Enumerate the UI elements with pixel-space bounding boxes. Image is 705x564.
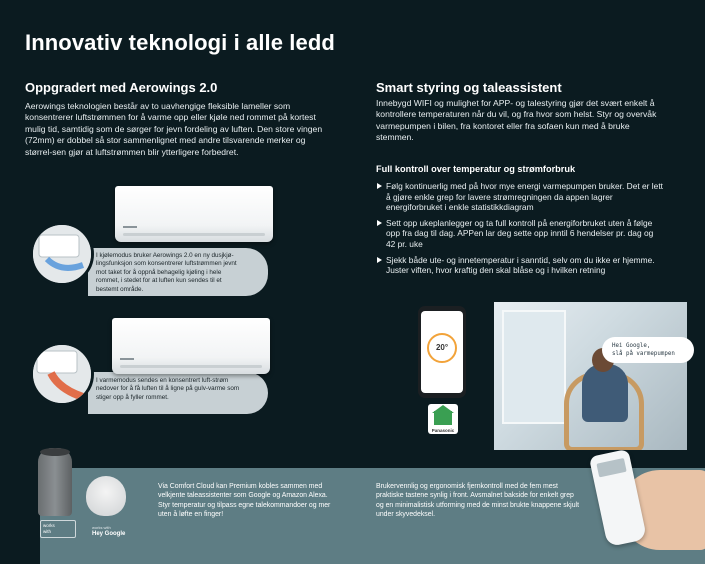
bullet-arrow-icon: [377, 183, 382, 189]
works-with-alexa-badge: works with: [40, 520, 76, 538]
feature-list: [376, 181, 664, 281]
heating-airflow-image: [30, 342, 94, 406]
heating-mode-text: I varmemodus sendes en konsentrert luft-strøm nedover for å få luften til å ligne på gulv-varme som stiger opp å fyller rommet.: [96, 377, 240, 401]
woman-in-chair-photo: [494, 302, 687, 450]
speech-bubble: Hei Google, slå på varmepumpen: [602, 337, 694, 363]
page-title: Innovativ teknologi i alle ledd: [25, 30, 335, 55]
panasonic-app-icon: [428, 404, 458, 434]
band-edge: [0, 468, 40, 564]
bullet-arrow-icon: [377, 257, 382, 263]
list-item: Sjekk både ute- og innetemperatur i sanntid, selv om du ikke er hjemme. Juster viften, hvor kraftig den skal blåse og i hvilken retning: [376, 255, 664, 276]
google-nest-mini-image: [86, 476, 126, 516]
ac-unit-image: [115, 186, 273, 242]
smart-control-paragraph: Innebygd WIFI og mulighet for APP- og talestyring gjør det svært enkelt å kontrollere temperaturen når du vil, og fra hvor som helst. Styr og overvåk varmepumpen i bilen, fra kontoret eller fra sofaen kun med å bruke stemmen.: [376, 98, 657, 143]
cooling-airflow-image: [30, 222, 94, 286]
voice-assistant-text: Via Comfort Cloud kan Premium kobles sammen med velkjente taleassistenter som Google og Amazon Alexa. Styr temperatur og tilpass egne talekommandoer og mer uten å løfte en finger!: [158, 483, 331, 519]
ac-unit-image: [112, 318, 270, 374]
cooling-mode-box: [88, 248, 268, 296]
bullet-arrow-icon: [377, 220, 382, 226]
remote-control-text: Brukervennlig og ergonomisk fjernkontroll med de fem mest praktiske tastene synlig i front. Avsmalnet bakside for enkelt grep og en minimalistisk utforming med de minst brukte knappene skjult under skyvedeksel.: [376, 483, 579, 519]
smart-control-heading: Smart styring og taleassistent: [376, 80, 562, 95]
hey-google-badge: works with Hey Google: [92, 525, 126, 537]
smart-speaker-image: [38, 448, 72, 516]
aerowings-heading: Oppgradert med Aerowings 2.0: [25, 80, 218, 95]
full-control-subheading: Full kontroll over temperatur og strømforbruk: [376, 164, 576, 174]
aerowings-paragraph: Aerowings teknologien består av to uavhengige fleksible lameller som konsentrerer luftstrømmen for å varme opp eller kjøle ned rommet på kortest mulig tid, samtidig som de sørger for jevn fordeling av luften. Den store vingen (72mm) er dobbel så stor sammenlignet med andre tilsvarende merker og størrel-sen gjør at luftstrømmen blir ytterligere forbedret.: [25, 101, 323, 157]
phone-temperature: 20°: [427, 333, 457, 363]
app-icon-label: Panasonic: [431, 428, 455, 433]
list-item: Sett opp ukeplanlegger og ta full kontroll på energiforbruket uten å følge opp fra dag til dag. APPen lar deg sette opp inntil 6 hendelser pr. dag og 42 pr. uke: [376, 218, 664, 250]
smartphone-app-image: [418, 306, 466, 398]
cooling-mode-text: I kjølemodus bruker Aerowings 2.0 en ny dusjkjø-lingsfunksjon som konsentrerer luftstrømmen jevnt mot taket for å oppnå behagelig kjøling i hele rommet, i stedet for at luften kun sendes til et bestemt område.: [96, 252, 237, 293]
list-item: Følg kontinuerlig med på hvor mye energi varmepumpen bruker. Det er lett å gjøre enkle grep for lavere strømregningen da appen lagrer energiforbruket i enkle statistikkdiagram: [376, 181, 664, 213]
heating-mode-box: [88, 372, 268, 414]
